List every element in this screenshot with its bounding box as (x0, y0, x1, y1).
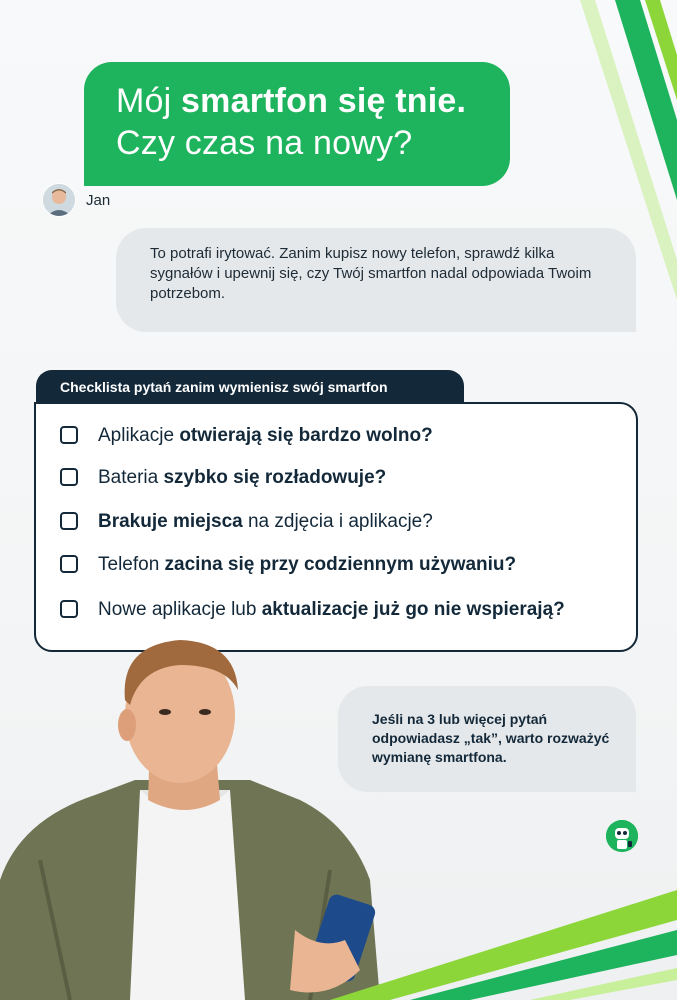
reply-bubble (116, 228, 636, 332)
checkbox-icon[interactable] (60, 468, 78, 486)
item-text: Nowe aplikacje lub (98, 599, 262, 620)
hero-line2: Czy czas na nowy? (116, 124, 413, 162)
checkbox-icon[interactable] (60, 600, 78, 618)
checkbox-icon[interactable] (60, 426, 78, 444)
checkbox-icon[interactable] (60, 555, 78, 573)
checkbox-icon[interactable] (60, 512, 78, 530)
hero-line1-regular: Mój (116, 82, 182, 120)
item-bold-text: zacina się przy codziennym używaniu? (164, 554, 517, 575)
item-text: Telefon (98, 554, 165, 575)
hero-line1-bold: smartfon się tnie. (181, 82, 467, 120)
user-name: Jan (86, 192, 111, 209)
conclusion-text: Jeśli na 3 lub więcej pytań odpowiadasz „tak”, warto rozważyć wymianę smartfona. (372, 711, 610, 765)
hero-question-bubble (84, 62, 510, 186)
item-bold-text: szybko się rozładowuje? (163, 467, 387, 488)
item-text: Aplikacje (98, 425, 180, 446)
reply-text: To potrafi irytować. Zanim kupisz nowy telefon, sprawdź kilka sygnałów i upewnij się, czy Twój smartfon nadal odpowiada Twoim potrzebom. (150, 245, 592, 302)
robot-avatar (606, 820, 638, 852)
conclusion-bubble (338, 686, 636, 792)
user-avatar-icon (43, 184, 75, 216)
item-bold-text: aktualizacje już go nie wspierają? (261, 599, 565, 620)
user-avatar (42, 183, 76, 217)
decorative-stripes-bottom (330, 880, 677, 1000)
item-text: Bateria (98, 467, 164, 488)
item-bold-text: otwierają się bardzo wolno? (179, 425, 433, 446)
item-bold-text: Brakuje miejsca (98, 511, 243, 532)
checklist-title: Checklista pytań zanim wymienisz swój smartfon (60, 379, 388, 395)
item-text-after: na zdjęcia i aplikacje? (242, 511, 433, 532)
robot-icon (606, 820, 638, 852)
